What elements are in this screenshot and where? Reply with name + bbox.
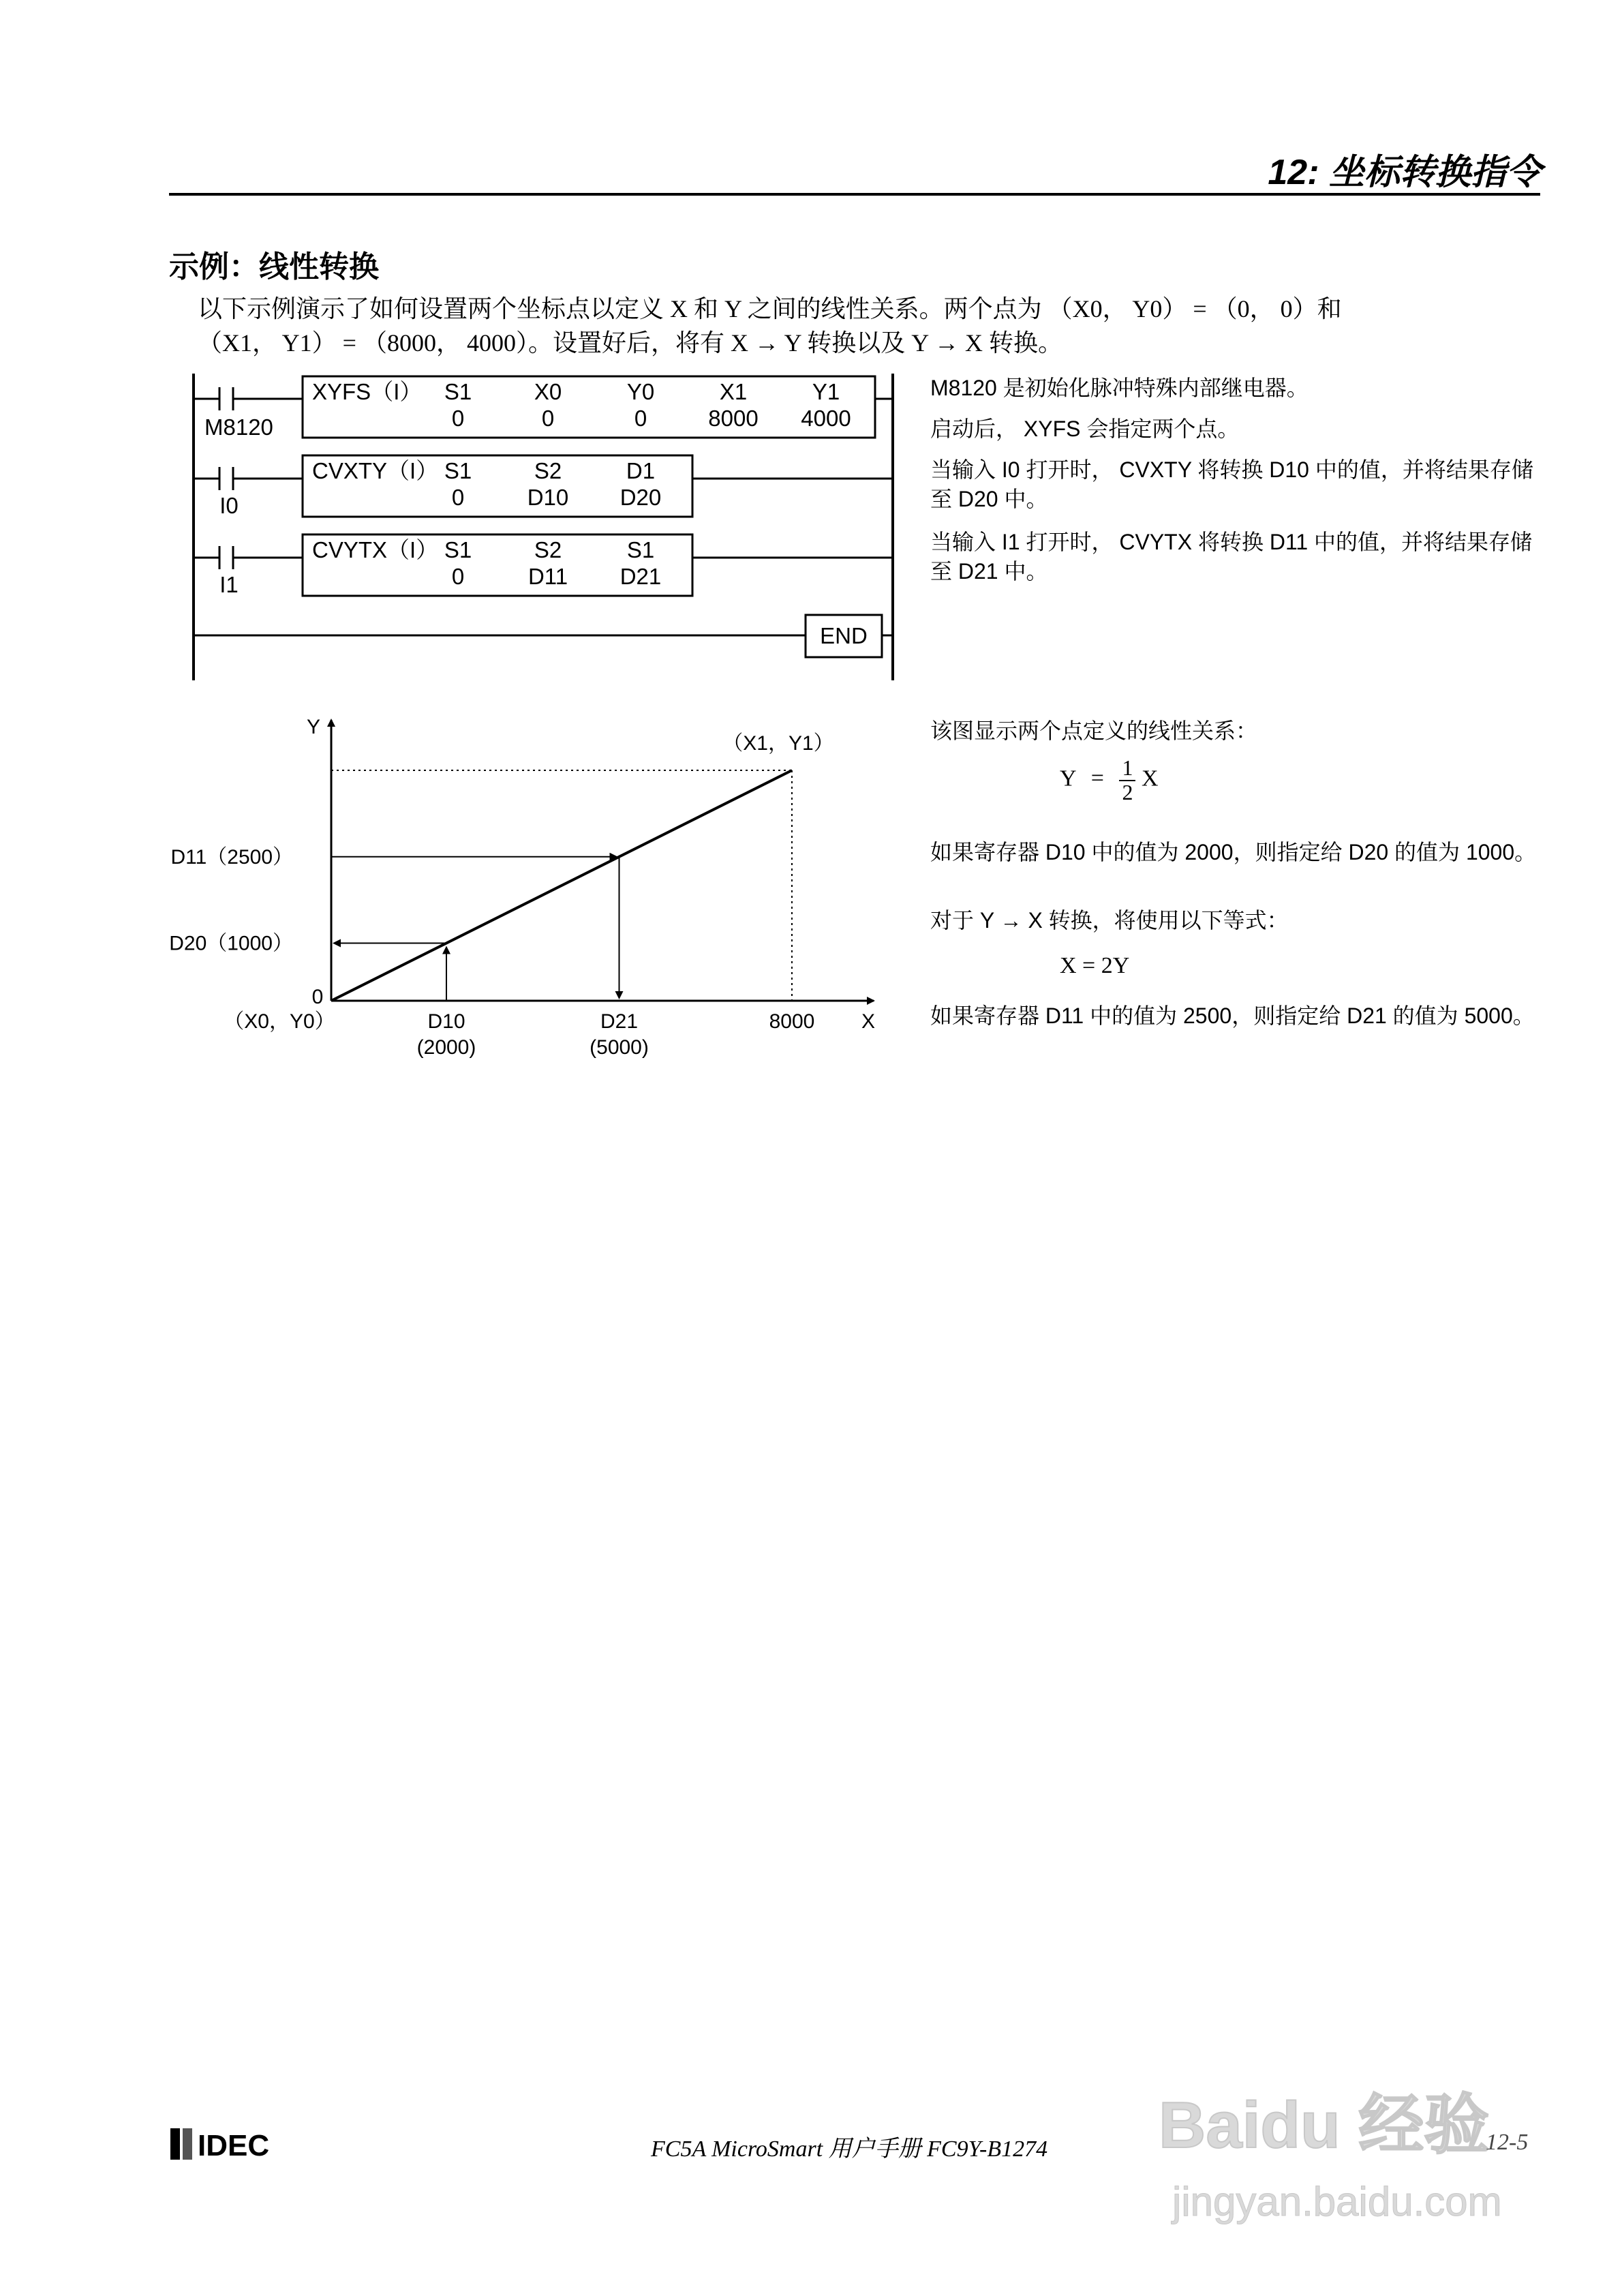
formula-fraction — [1119, 757, 1135, 804]
graph-explanation-intro: 该图显示两个点定义的线性关系： — [930, 719, 1258, 743]
x-max-label: 8000 — [769, 1010, 815, 1033]
d10-value: (2000) — [416, 1036, 476, 1059]
rung-2 — [194, 455, 893, 518]
idec-logo-text: IDEC — [198, 2129, 270, 2162]
operand-value: 0 — [451, 406, 465, 431]
instruction-cvxty: CVXTY（I） — [312, 458, 439, 483]
operand-value: 4000 — [801, 406, 851, 431]
operand-header: D1 — [626, 458, 656, 483]
operand-header: S2 — [534, 537, 562, 562]
operand-header: S1 — [444, 458, 472, 483]
linear-relation-line — [331, 770, 792, 1001]
intro-line-1: 以下示例演示了如何设置两个坐标点以定义 X 和 Y 之间的线性关系。两个点为 （X0， Y0） = （0， 0）和 — [198, 295, 1342, 322]
operand-header: X0 — [534, 379, 562, 404]
rung-end — [194, 615, 893, 657]
chapter-title: 12: 坐标转换指令 — [1268, 153, 1542, 192]
watermark — [1152, 2066, 1533, 2239]
graph-svg — [169, 709, 906, 1077]
operand-header: S2 — [534, 458, 562, 483]
explanation-y-to-x: 对于 Y → X 转换，将使用以下等式： — [930, 908, 1289, 933]
watermark-brand: Baidu 经验 — [1159, 2089, 1490, 2162]
origin-point-label: （X0，Y0） — [224, 1010, 335, 1033]
operand-value: 8000 — [708, 406, 759, 431]
instruction-cvytx: CVYTX（I） — [312, 537, 439, 562]
intro-line-2: （X1， Y1） = （8000， 4000）。设置好后，将有 X → Y 转换以及 Y → X 转换。 — [198, 329, 1062, 357]
formula-var: X — [1141, 766, 1159, 791]
note-xyfs: 启动后， XYFS 会指定两个点。 — [930, 417, 1240, 441]
formula-lhs: Y — [1060, 766, 1076, 791]
operand-value: 0 — [451, 485, 465, 510]
instruction-xyfs: XYFS（I） — [312, 379, 423, 404]
operand-value: D11 — [527, 564, 568, 589]
d11-label: D11（2500） — [170, 845, 293, 868]
linear-graph — [169, 709, 906, 1081]
operand-value: D10 — [527, 485, 569, 510]
operand-value: D20 — [619, 485, 662, 510]
note-cvytx: 当输入 I1 打开时， CVYTX 将转换 D11 中的值，并将结果存储至 D21 中。 — [930, 530, 1533, 584]
formula-x-equals-2y: X = 2Y — [1060, 953, 1130, 978]
contact-label-i1: I1 — [219, 572, 239, 597]
fraction-numerator: 1 — [1119, 757, 1135, 781]
rung-3 — [194, 534, 893, 597]
formula-y-equals-half-x — [1060, 757, 1159, 804]
note-cvxty: 当输入 I0 打开时， CVXTY 将转换 D10 中的值，并将结果存储至 D20 中。 — [930, 457, 1533, 512]
formula-eq: = — [1090, 766, 1104, 791]
contact-label-i0: I0 — [219, 493, 239, 518]
footer-manual-title: FC5A MicroSmart 用户手册 FC9Y-B1274 — [651, 2136, 1048, 2162]
header-rule — [169, 193, 1540, 196]
section-heading: 示例：线性转换 — [169, 250, 379, 284]
rung-1 — [194, 376, 893, 440]
operand-header: S1 — [444, 537, 472, 562]
d21-value: (5000) — [590, 1036, 649, 1059]
operand-header: Y1 — [812, 379, 840, 404]
end-label: END — [820, 623, 868, 648]
operand-value: 0 — [634, 406, 647, 431]
baidu-watermark-svg — [1152, 2066, 1533, 2236]
fraction-denominator: 2 — [1122, 779, 1133, 804]
page-number: 12-5 — [1486, 2130, 1529, 2155]
ladder-diagram — [169, 361, 912, 692]
origin-label: 0 — [311, 986, 324, 1008]
note-m8120: M8120 是初始化脉冲特殊内部继电器。 — [930, 376, 1309, 400]
operand-header: S1 — [444, 379, 472, 404]
operand-header: X1 — [719, 379, 748, 404]
explanation-case-2: 如果寄存器 D11 中的值为 2500，则指定给 D21 的值为 5000。 — [930, 1003, 1535, 1028]
contact-label-m8120: M8120 — [204, 414, 273, 440]
d10-label: D10 — [427, 1010, 465, 1033]
ladder-svg — [169, 361, 912, 689]
operand-value: 0 — [541, 406, 555, 431]
d20-label: D20（1000） — [169, 932, 293, 955]
watermark-url: jingyan.baidu.com — [1172, 2179, 1502, 2224]
end-point-label: （X1，Y1） — [722, 732, 834, 755]
operand-header: Y0 — [626, 379, 655, 404]
operand-value: 0 — [451, 564, 465, 589]
x-axis-label: X — [861, 1010, 876, 1033]
operand-header: S1 — [626, 537, 655, 562]
explanation-case-1: 如果寄存器 D10 中的值为 2000，则指定给 D20 的值为 1000。 — [930, 840, 1537, 864]
d21-label: D21 — [600, 1010, 639, 1033]
operand-value: D21 — [619, 564, 662, 589]
idec-logo — [170, 2127, 307, 2166]
idec-logo-svg — [170, 2127, 307, 2162]
y-axis-label: Y — [306, 716, 321, 738]
